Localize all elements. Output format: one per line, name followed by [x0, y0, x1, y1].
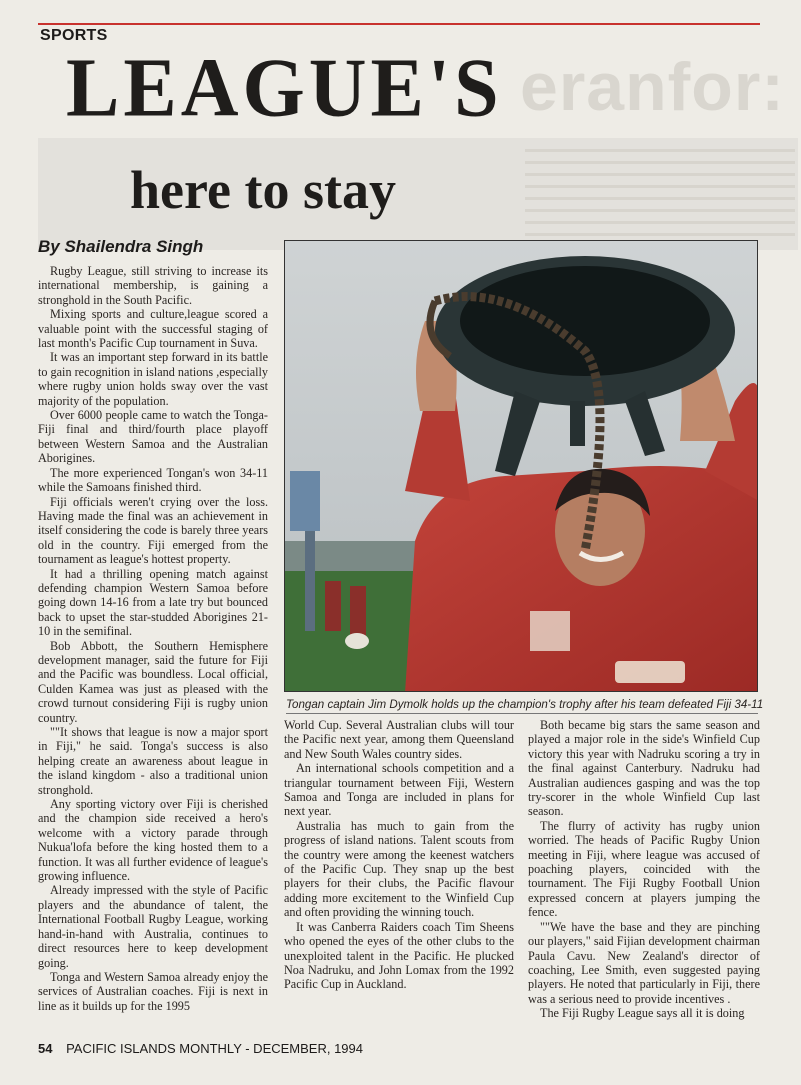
paragraph: Any sporting victory over Fiji is cherished and the champion side received a hero's welcome with a victory parade through Nukua'lofa before the king hosted them to a function. It was all further evidence of league's growing influence. [38, 797, 268, 884]
article-column-3 [528, 718, 760, 1021]
paragraph: Both became big stars the same season and played a major role in the side's Winfield Cup victory this year with Nadruku scoring a try in the final against Canterbury. Nadruku had Australian audiences gasping and was the top try-scorer in the whole Winfield Cup last season. [528, 718, 760, 819]
section-label: SPORTS [40, 27, 108, 44]
background-headline-fragment: eranfor: [520, 49, 785, 125]
paragraph: The Fiji Rugby League says all it is doing [540, 1006, 745, 1021]
caption-rule [286, 713, 758, 714]
paragraph: Over 6000 people came to watch the Tonga-Fiji final and third/fourth place playoff between Western Samoa and the Australian Aborigines. [38, 408, 268, 466]
paragraph: It was Canberra Raiders coach Tim Sheens who opened the eyes of the other clubs to the unexploited talent in the Pacific. He plucked Noa Nadruku, and John Lomax from the 1992 Pacific Cup in Auckland. [284, 919, 514, 992]
headline-sub: here to stay [130, 160, 396, 220]
paragraph: Mixing sports and culture,league scored a valuable point with the successful staging of last month's Pacific Cup tournament in Suva. [38, 307, 268, 351]
background-text-lines [525, 140, 795, 245]
trophy-photo [284, 240, 758, 692]
page-number: 54 [38, 1041, 53, 1056]
paragraph: World Cup. Several Australian clubs will tour the Pacific next year, among them Queensland and New South Wales country sides. [284, 718, 514, 761]
article-column-1 [38, 264, 268, 1013]
top-rule [38, 23, 760, 25]
headline-main: LEAGUE'S [66, 41, 503, 135]
paragraph: The flurry of activity has rugby union worried. The heads of Pacific Rugby Union meeting in Fiji, where league was accused of poaching players, coincided with the tournament. The Fiji Rugby Football Union expressed concern at players jumping the fence. [528, 818, 760, 920]
photo-caption: Tongan captain Jim Dymolk holds up the champion's trophy after his team defeated Fiji 34-11 [286, 698, 764, 711]
paragraph: Australia has much to gain from the progress of island nations. Talent scouts from the country were among the keenest watchers of the Pacific Cup. They snap up the best players for their clubs, the Pacific flavour adding more excitement to the Winfield Cup and often providing the winning touch. [284, 818, 514, 920]
paragraph: The more experienced Tongan's won 34-11 while the Samoans finished third. [38, 465, 268, 495]
paragraph: ""We have the base and they are pinching our players," said Fijian development chairman Paula Cavu. New Zealand's director of coaching, Lee Smith, even suggested paying players. He noted that particularly in Fiji, there was a serious need to provide incentives . [528, 919, 760, 1006]
paragraph: ""It shows that league is now a major sport in Fiji," he said. Tonga's success is also helping create an awareness about league in the island kingdom - also a traditional union stronghold. [38, 725, 268, 797]
page-footer [38, 1041, 363, 1056]
paragraph: It was an important step forward in its battle to gain recognition in island nations ,especially where rugby union holds sway over the vast majority of the population. [38, 350, 268, 408]
paragraph: An international schools competition and a triangular tournament between Fiji, Western Samoa and Tonga are included in plans for next year. [284, 761, 514, 819]
paragraph: Bob Abbott, the Southern Hemisphere development manager, said the future for Fiji and the Pacific was boundless. Local official, Culden Kamea was just as pleased with the crowd turnout considering Fiji is rugby union country. [38, 638, 268, 725]
paragraph: It had a thrilling opening match against defending champion Western Samoa before going down 14-16 from a late try but bounced back to upset the star-studded Aborigines 21-10 in the semifinal. [38, 566, 268, 639]
paragraph: Tonga and Western Samoa already enjoy the services of Australian coaches. Fiji is next in line as it builds up for the 1995 [38, 969, 268, 1013]
publication-info: PACIFIC ISLANDS MONTHLY - DECEMBER, 1994 [66, 1041, 363, 1056]
byline: By Shailendra Singh [38, 237, 204, 256]
article-column-2 [284, 718, 514, 992]
paragraph: Fiji officials weren't crying over the loss. Having made the final was an achievement in itself considering the code is barely three years old in the country. Fiji emerged from the tournament as league's hottest property. [38, 494, 268, 567]
paragraph: Already impressed with the style of Pacific players and the abundance of talent, the International Football Rugby League, working hand-in-hand with Australia, continues to direct resources here to keep development going. [38, 883, 268, 970]
paragraph: Rugby League, still striving to increase its international membership, is gaining a stronghold in the South Pacific. [38, 264, 268, 307]
